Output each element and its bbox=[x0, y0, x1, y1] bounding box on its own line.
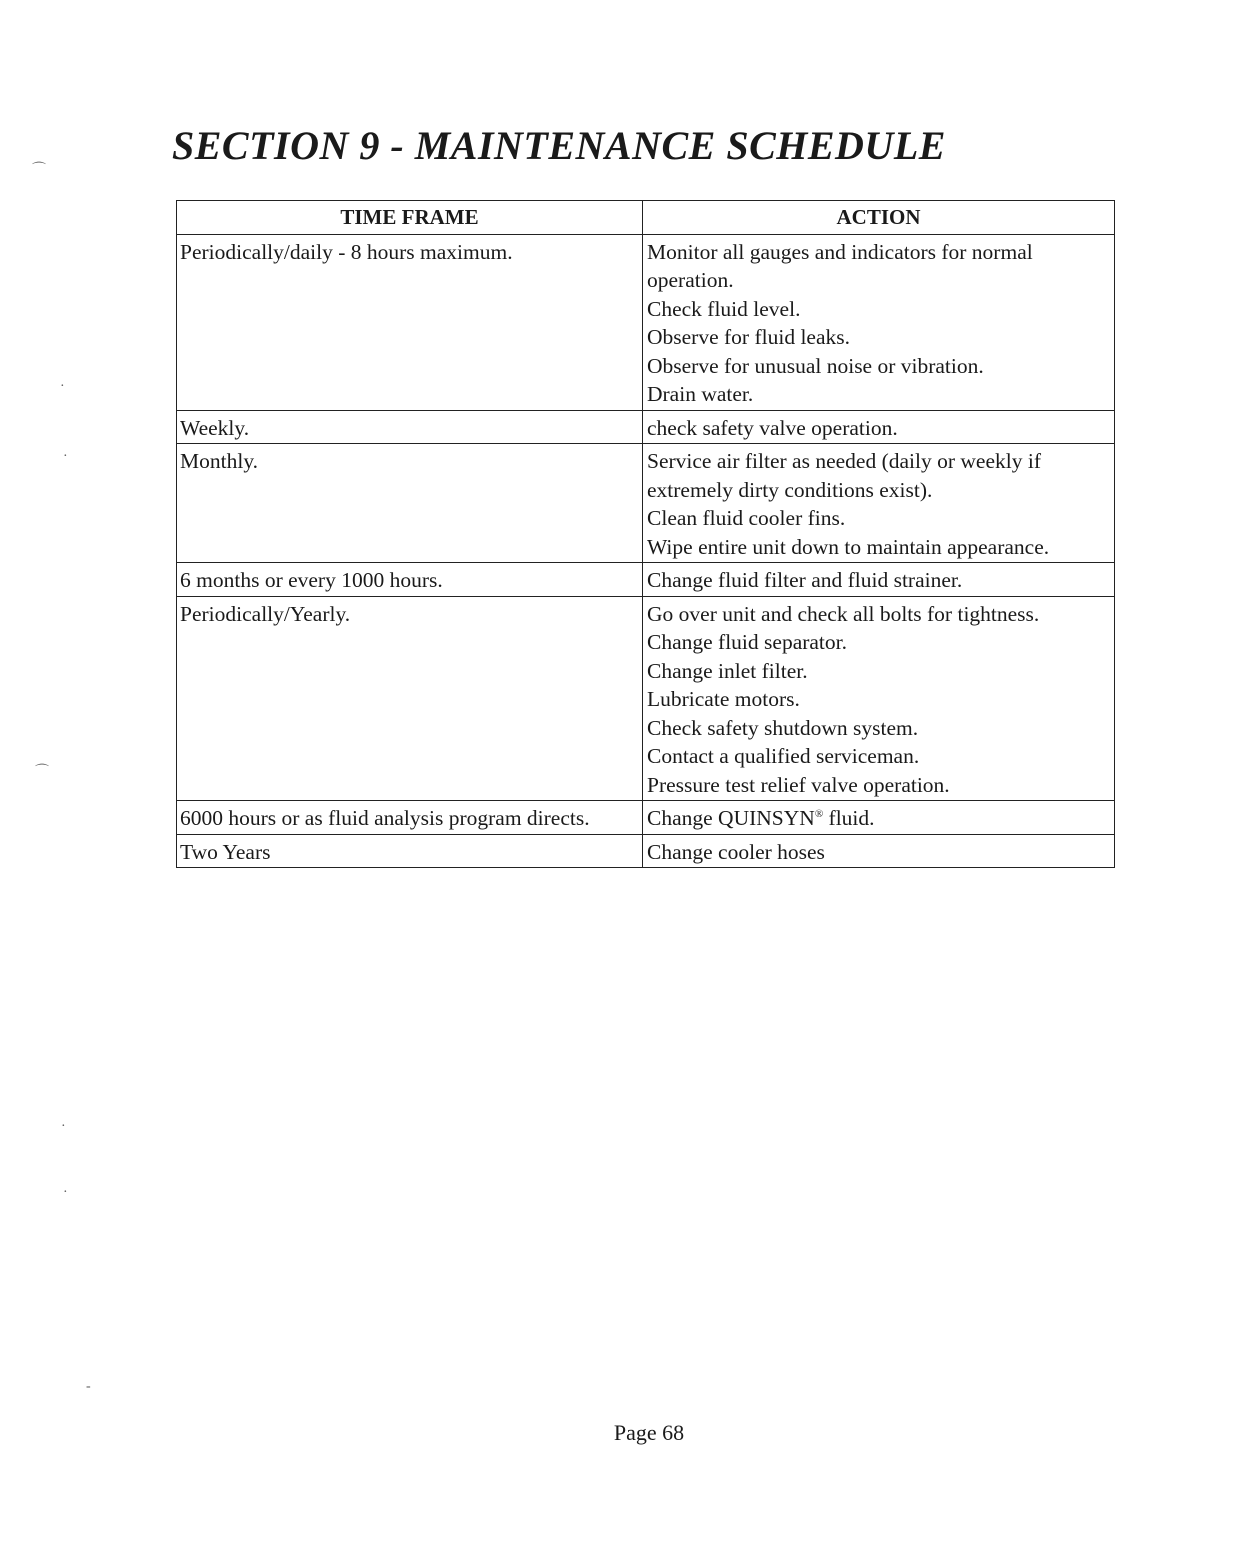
scan-speck: - bbox=[86, 1379, 91, 1394]
table-row bbox=[177, 596, 1115, 801]
action-line: Service air filter as needed (daily or weekly if bbox=[647, 449, 1041, 473]
table-row bbox=[177, 410, 1115, 444]
action-line: Check safety shutdown system. bbox=[647, 715, 919, 740]
action-line: Clean fluid cooler fins. bbox=[647, 506, 846, 530]
action-line: Go over unit and check all bolts for tightness. bbox=[647, 601, 1040, 626]
action-header: ACTION bbox=[643, 201, 1115, 235]
action-cell bbox=[643, 801, 1115, 835]
time-frame-cell: Monthly. bbox=[177, 444, 643, 563]
action-line: Observe for unusual noise or vibration. bbox=[647, 353, 984, 378]
action-line: extremely dirty conditions exist). bbox=[647, 477, 933, 502]
table-row bbox=[177, 234, 1115, 410]
time-frame-cell: Periodically/Yearly. bbox=[177, 596, 643, 801]
action-line: Lubricate motors. bbox=[647, 687, 800, 711]
scan-speck: · bbox=[60, 379, 65, 394]
action-line: Pressure test relief valve operation. bbox=[647, 772, 950, 797]
time-frame-cell: Periodically/daily - 8 hours maximum. bbox=[177, 234, 643, 410]
time-frame-cell: Weekly. bbox=[177, 410, 643, 444]
action-line: Change cooler hoses bbox=[647, 839, 825, 864]
table-row bbox=[177, 834, 1115, 868]
table-row bbox=[177, 563, 1115, 597]
action-line: Check fluid level. bbox=[647, 296, 801, 321]
action-line: Change fluid separator. bbox=[647, 630, 848, 654]
action-line: Observe for fluid leaks. bbox=[647, 325, 850, 349]
scan-speck: ⌒ bbox=[32, 163, 46, 178]
action-line: Contact a qualified serviceman. bbox=[647, 744, 920, 768]
action-line: Monitor all gauges and indicators for normal bbox=[647, 239, 1033, 264]
action-line: operation. bbox=[647, 268, 734, 292]
action-cell bbox=[643, 834, 1115, 868]
action-line bbox=[647, 804, 1111, 833]
action-cell bbox=[643, 596, 1115, 801]
action-line: Drain water. bbox=[647, 382, 754, 406]
action-cell bbox=[643, 444, 1115, 563]
table-header-row bbox=[177, 201, 1115, 235]
scan-speck: · bbox=[61, 1119, 66, 1134]
table-row bbox=[177, 801, 1115, 835]
time-frame-cell: 6000 hours or as fluid analysis program directs. bbox=[177, 801, 643, 835]
time-frame-cell: Two Years bbox=[177, 834, 643, 868]
action-cell bbox=[643, 234, 1115, 410]
scan-speck: · bbox=[63, 1185, 68, 1200]
time-frame-header: TIME FRAME bbox=[177, 201, 643, 235]
registered-mark: ® bbox=[814, 807, 824, 820]
time-frame-cell: 6 months or every 1000 hours. bbox=[177, 563, 643, 597]
action-cell bbox=[643, 410, 1115, 444]
scan-speck: ⌒ bbox=[35, 765, 49, 780]
maintenance-schedule-table bbox=[176, 200, 1115, 868]
action-text: fluid. bbox=[823, 806, 875, 830]
page-title: SECTION 9 - MAINTENANCE SCHEDULE bbox=[172, 123, 946, 168]
scan-speck: · bbox=[63, 449, 68, 464]
table-row bbox=[177, 444, 1115, 563]
action-cell bbox=[643, 563, 1115, 597]
action-text: Change QUINSYN bbox=[647, 806, 815, 830]
page-number: Page 68 bbox=[613, 1420, 685, 1445]
action-line: Change fluid filter and fluid strainer. bbox=[647, 568, 963, 592]
action-line: Change inlet filter. bbox=[647, 658, 808, 683]
action-line: Wipe entire unit down to maintain appearance. bbox=[647, 534, 1050, 559]
action-line: check safety valve operation. bbox=[647, 415, 898, 440]
